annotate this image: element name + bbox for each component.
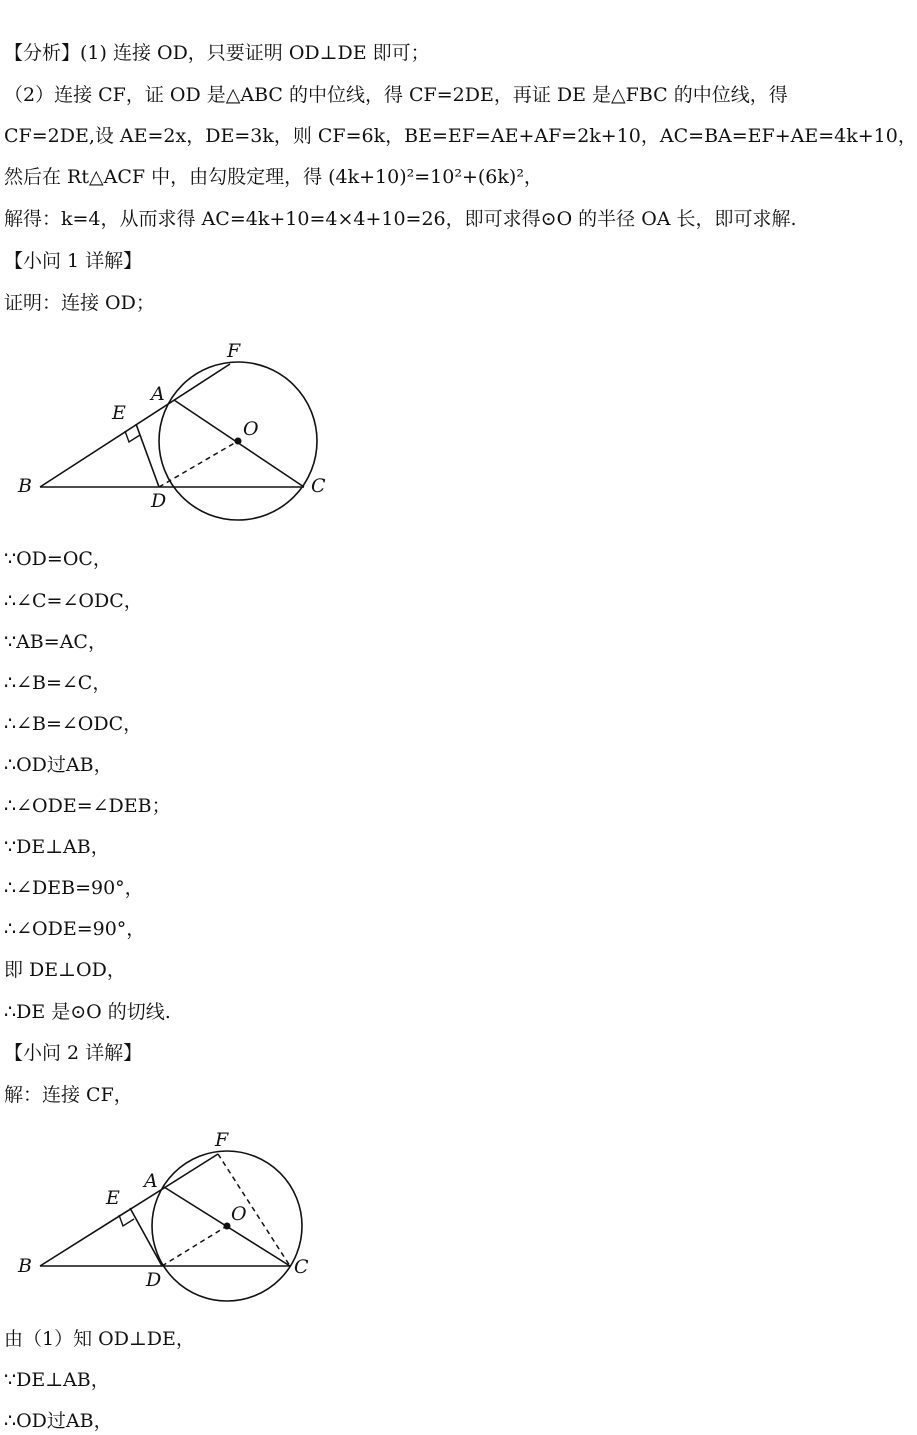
solution-step: 由（1）知 OD⊥DE，: [4, 1328, 195, 1350]
analysis-line-4: 然后在 Rt△ACF 中，由勾股定理，得 (4k+10)²=10²+(6k)²，: [4, 166, 543, 188]
part2-heading: 【小问 2 详解】: [4, 1042, 143, 1064]
segment-ed: [130, 1208, 162, 1266]
segment-fc-dashed: [218, 1154, 290, 1266]
analysis-line-3: CF=2DE,设 AE=2x，DE=3k，则 CF=6k，BE=EF=AE+AF=2k+10，AC=BA=EF+AE=4k+10，: [4, 125, 917, 147]
center-point: [224, 1223, 231, 1230]
proof-step: ∴OD过AB，: [4, 754, 113, 776]
label-f: F: [227, 340, 241, 362]
proof-step: ∵DE⊥AB，: [4, 836, 110, 858]
part1-heading: 【小问 1 详解】: [4, 250, 143, 272]
figure-2-geometry: [0, 1120, 330, 1310]
proof-step: ∵AB=AC，: [4, 631, 107, 653]
label-e: E: [106, 1187, 120, 1209]
proof-step: ∴DE 是⊙O 的切线.: [4, 1001, 171, 1023]
label-b: B: [18, 475, 32, 497]
right-angle-mark: [125, 431, 140, 442]
label-d: D: [151, 490, 167, 512]
label-c: C: [294, 1256, 309, 1278]
label-o: O: [231, 1203, 247, 1225]
segment-od-dashed: [162, 1226, 227, 1266]
segment-ed: [136, 424, 159, 487]
right-angle-mark: [119, 1215, 134, 1226]
label-e: E: [112, 402, 126, 424]
proof-step: ∴∠B=∠C，: [4, 672, 112, 694]
proof-step: ∴∠DEB=90°，: [4, 877, 144, 899]
label-c: C: [311, 475, 326, 497]
label-a: A: [144, 1170, 158, 1192]
label-b: B: [18, 1255, 32, 1277]
solution-step: ∴OD过AB，: [4, 1410, 113, 1432]
part2-intro: 解：连接 CF，: [4, 1084, 133, 1106]
proof-step: ∴∠B=∠ODC，: [4, 713, 143, 735]
proof-step: ∴∠ODE=90°，: [4, 918, 146, 940]
segment-od-dashed: [159, 441, 238, 487]
segment-bf: [40, 1154, 218, 1266]
analysis-line-5: 解得：k=4，从而求得 AC=4k+10=4×4+10=26，即可求得⊙O 的半径 OA 长，即可求解.: [4, 208, 797, 230]
label-a: A: [151, 383, 165, 405]
label-d: D: [146, 1269, 162, 1291]
label-f: F: [215, 1129, 229, 1151]
segment-bf: [40, 364, 230, 487]
solution-step: ∵DE⊥AB，: [4, 1369, 110, 1391]
proof-step: ∵OD=OC，: [4, 548, 112, 570]
figure-1-geometry: [0, 330, 340, 530]
proof-step: ∴∠C=∠ODC，: [4, 590, 143, 612]
proof-step: ∴∠ODE=∠DEB；: [4, 795, 171, 817]
analysis-line-2: （2）连接 CF，证 OD 是△ABC 的中位线，得 CF=2DE，再证 DE 是△FBC 的中位线，得: [4, 84, 788, 106]
label-o: O: [243, 418, 259, 440]
part1-intro: 证明：连接 OD；: [4, 292, 155, 314]
analysis-line-1: 【分析】(1) 连接 OD，只要证明 OD⊥DE 即可；: [4, 42, 430, 64]
proof-step: 即 DE⊥OD，: [4, 959, 126, 981]
center-point: [235, 438, 242, 445]
